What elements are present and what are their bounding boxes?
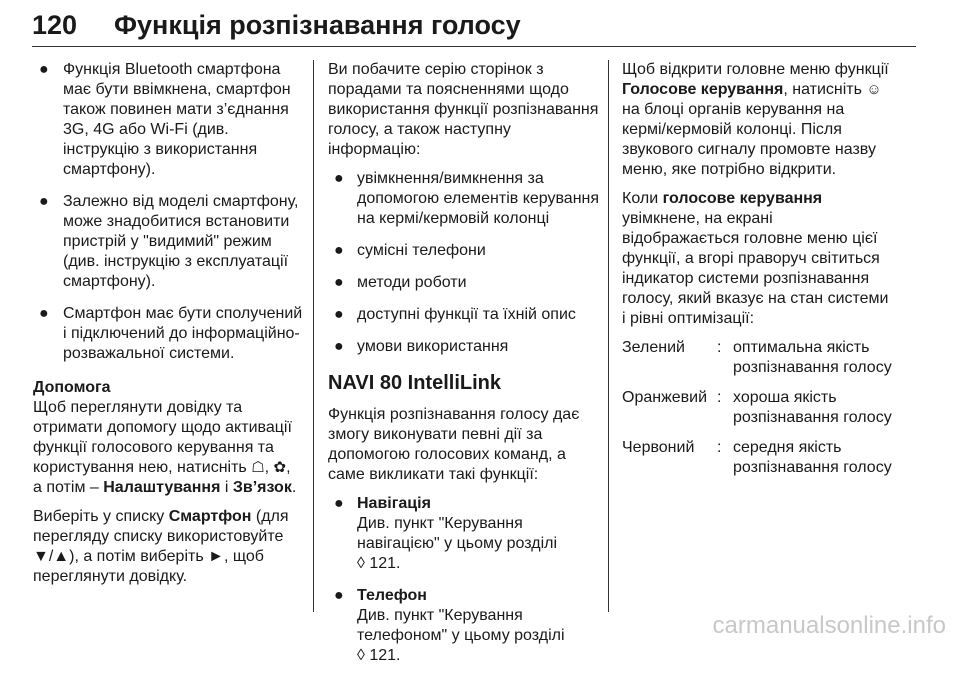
watermark: carmanualsonline.info [712,612,946,639]
column-divider [608,60,609,612]
info-list [328,169,600,357]
list-item: ● доступні функції та їхній опис [334,306,576,323]
status-paragraph: Коли голосове керування увімкнене, на екрані відображається головне меню цієї функції, а вгорі праворуч світиться індикатор системи розпізнавання голосу, який вказує на стан системи і рівні оптимізації: [622,190,889,327]
list-item: ● методи роботи [334,274,467,291]
gear-icon: ✿ [273,459,287,476]
list-item: ● Навігація Див. пункт "Керування навігацією" у цьому розділі ◊ 121. [328,494,600,574]
help-paragraph: Щоб переглянути довідку та отримати допомогу щодо активації функції голосового керування та користування нею, натисніть ☖, ✿, а потім – Налаштування і Зв’язок. [33,399,297,496]
table-row: Зелений : оптимальна якість розпізнавання голосу [622,339,892,376]
column-middle [328,60,600,678]
page-header [32,6,916,47]
section-heading: NAVI 80 IntelliLink [328,372,501,394]
list-item: ● Смартфон має бути сполучений і підключений до інформаційно-розважальної системи. [39,305,303,362]
intro-paragraph: Ви побачите серію сторінок з порадами та поясненнями щодо використання функції розпізнавання голосу, а також наступну інформацію: [328,61,599,158]
open-menu-paragraph: Щоб відкрити головне меню функції Голосове керування, натисніть ☺ на блоці органів керування на кермі/кермовій колонці. Після звукового сигналу промовте назву меню, яке потрібно відкрити. [622,61,889,178]
requirements-list [33,60,303,364]
voice-control-icon: ☺ [866,81,882,98]
function-list [328,494,600,666]
list-item: ● умови використання [334,338,509,355]
home-icon: ☖ [251,459,265,476]
list-item: ● увімкнення/вимкнення за допомогою елементів керування на кермі/кермовій колонці [334,170,600,227]
description-paragraph: Функція розпізнавання голосу дає змогу виконувати певні дії за допомогою голосових команд, а саме викликати такі функції: [328,406,580,483]
column-right [622,60,892,488]
table-row: Червоний : середня якість розпізнавання голосу [622,439,892,476]
page-reference[interactable]: ◊ 121. [357,647,401,664]
column-left [33,60,303,596]
help-heading: Допомога [33,379,111,396]
table-row: Оранжевий : хороша якість розпізнавання голосу [622,389,892,426]
page-reference[interactable]: ◊ 121. [357,555,401,572]
choose-paragraph: Виберіть у списку Смартфон (для перегляду списку використовуйте ▼/▲), а потім виберіть ►, щоб переглянути довідку. [33,508,289,585]
list-item: ● Функція Bluetooth смартфона має бути ввімкнена, смартфон також повинен мати з’єднання 3G, 4G або Wi-Fi (див. інструкцію з використання смартфону). [39,61,291,178]
list-item: ● Телефон Див. пункт "Керування телефоном" у цьому розділі ◊ 121. [328,586,600,666]
list-item: ● сумісні телефони [334,242,486,259]
page-title: Функція розпізнавання голосу [114,10,521,40]
status-table [622,338,892,478]
column-divider [313,60,314,612]
page-number: 120 [32,10,78,40]
list-item: ● Залежно від моделі смартфону, може знадобитися встановити пристрій у "видимий" режим (див. інструкцію з експлуатації смартфону). [39,193,299,290]
